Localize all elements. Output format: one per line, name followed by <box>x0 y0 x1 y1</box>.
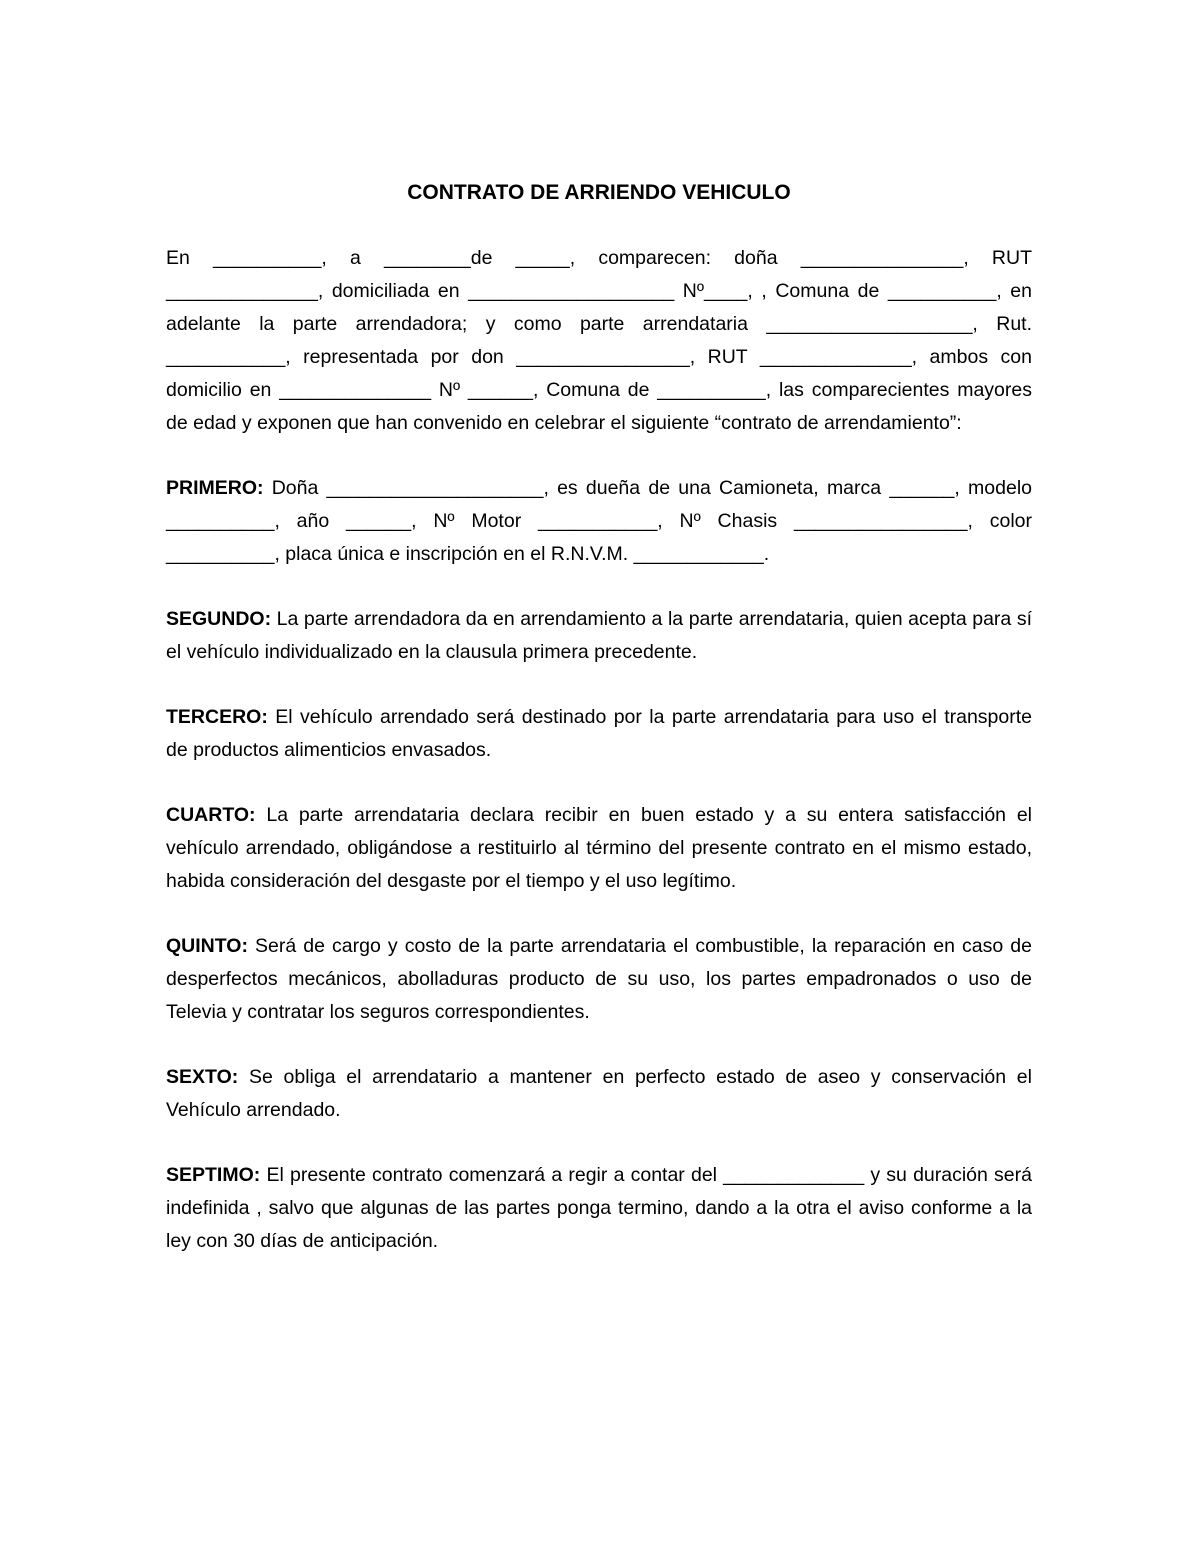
clause-cuarto <box>166 799 1032 898</box>
document-page <box>166 176 1032 1290</box>
clause-text: Se obliga el arrendatario a mantener en perfecto estado de aseo y conservación el Vehículo arrendado. <box>166 1066 1032 1121</box>
clause-septimo <box>166 1159 1032 1258</box>
clause-label: PRIMERO: <box>166 477 264 499</box>
clause-text: El vehículo arrendado será destinado por la parte arrendataria para uso el transporte de productos alimenticios envasados. <box>166 706 1032 761</box>
clause-quinto <box>166 930 1032 1029</box>
intro-paragraph: En __________, a ________de _____, comparecen: doña _______________, RUT ______________, domiciliada en ___________________ Nº____, , Comuna de __________, en adelante la parte arrendadora; y como parte arrendataria ___________________, Rut. ___________, representada por don ________________, RUT ______________, ambos con domicilio en ______________ Nº ______, Comuna de __________, las comparecientes mayores de edad y exponen que han convenido en celebrar el siguiente “contrato de arrendamiento”: <box>166 247 1032 434</box>
clause-label: SEPTIMO: <box>166 1164 261 1186</box>
clause-label: TERCERO: <box>166 706 268 728</box>
clause-text: La parte arrendataria declara recibir en buen estado y a su entera satisfacción el vehículo arrendado, obligándose a restituirlo al término del presente contrato en el mismo estado, habida consideración del desgaste por el tiempo y el uso legítimo. <box>166 804 1032 892</box>
document-title: CONTRATO DE ARRIENDO VEHICULO <box>407 181 791 204</box>
clause-segundo <box>166 603 1032 669</box>
clause-text: El presente contrato comenzará a regir a contar del _____________ y su duración será indefinida , salvo que algunas de las partes ponga termino, dando a la otra el aviso conforme a la ley con 30 días de anticipación. <box>166 1164 1032 1252</box>
clause-label: QUINTO: <box>166 935 248 957</box>
clause-text: Será de cargo y costo de la parte arrendataria el combustible, la reparación en caso de desperfectos mecánicos, abolladuras producto de su uso, los partes empadronados o uso de Televia y contratar los seguros correspondientes. <box>166 935 1032 1023</box>
clause-label: SEXTO: <box>166 1066 239 1088</box>
clause-label: CUARTO: <box>166 804 256 826</box>
clause-tercero <box>166 701 1032 767</box>
clause-text: La parte arrendadora da en arrendamiento a la parte arrendataria, quien acepta para sí el vehículo individualizado en la clausula primera precedente. <box>166 608 1032 663</box>
clause-label: SEGUNDO: <box>166 608 272 630</box>
clause-primero <box>166 472 1032 571</box>
clause-text: Doña ____________________, es dueña de una Camioneta, marca ______, modelo __________, año ______, Nº Motor ___________, Nº Chasis ________________, color __________, placa única e inscripción en el R.N.V.M. ____________. <box>166 477 1032 565</box>
clause-sexto <box>166 1061 1032 1127</box>
